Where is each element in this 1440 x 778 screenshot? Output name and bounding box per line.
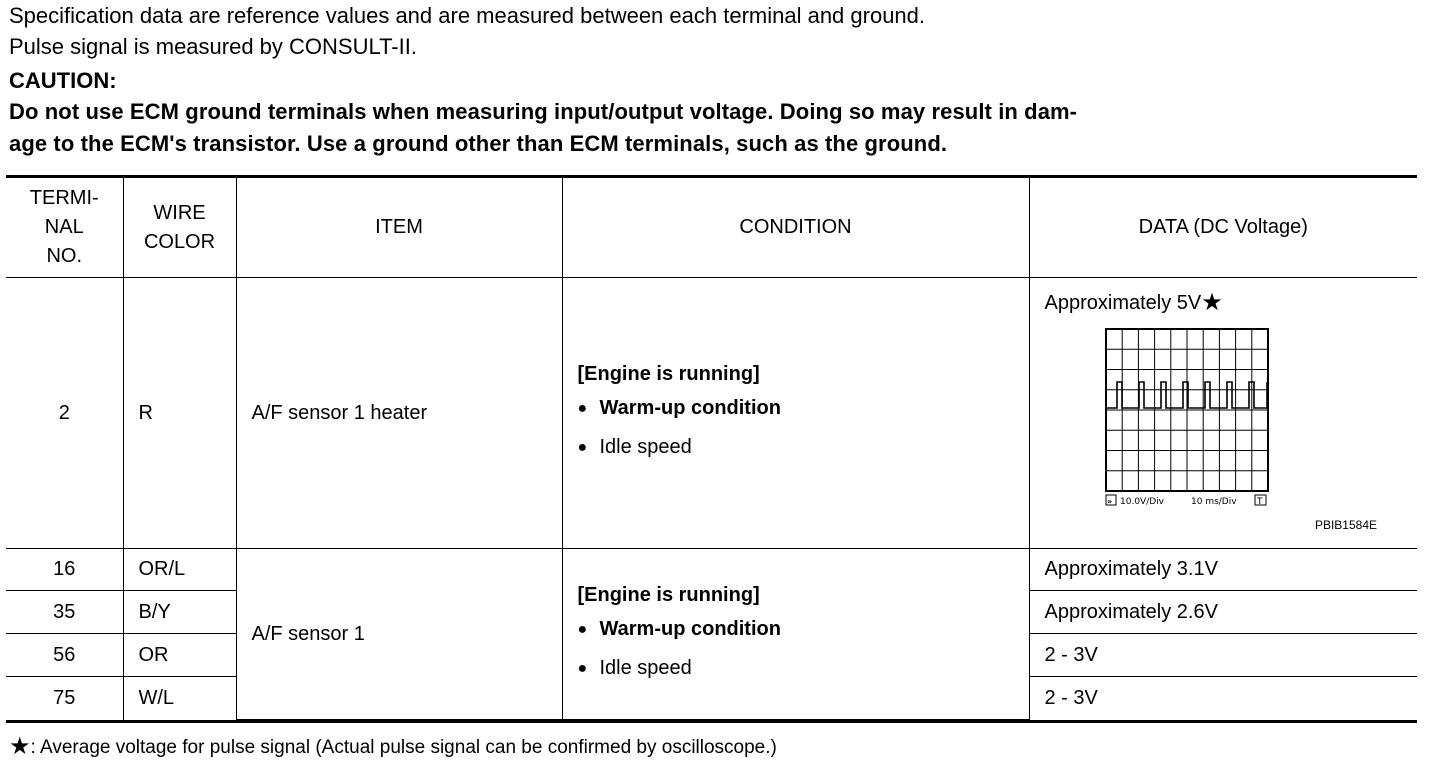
terminal-cell: 35	[6, 591, 123, 634]
pulse-note: Pulse signal is measured by CONSULT-II.	[9, 34, 417, 59]
scope-volt-div: 10.0V/Div	[1119, 497, 1164, 507]
wire-cell: B/Y	[123, 591, 236, 634]
figure-code: PBIB1584E	[1314, 518, 1377, 532]
caution-line-1: Do not use ECM ground terminals when measuring input/output voltage. Doing so may result in dam-	[9, 99, 1078, 124]
header-item: ITEM	[236, 178, 562, 278]
data-value: Approximately 5V★	[1044, 289, 1223, 316]
condition-cell	[562, 549, 1029, 720]
spec-note: Specification data are reference values and are measured between each terminal and ground.	[9, 3, 926, 28]
star-icon: ★	[9, 733, 31, 760]
footnote	[9, 733, 777, 762]
wire-cell: W/L	[123, 677, 236, 720]
header-data: DATA (DC Voltage)	[1029, 178, 1417, 278]
wire-cell: OR/L	[123, 549, 236, 591]
terminal-table	[6, 175, 1417, 723]
condition-cell	[562, 278, 1029, 549]
wire-cell: R	[123, 278, 236, 549]
header-condition: CONDITION	[562, 178, 1029, 278]
oscilloscope-waveform	[1105, 328, 1273, 512]
condition-title: [Engine is running]	[577, 362, 760, 385]
table-row	[6, 278, 1417, 549]
header-wire-color: WIRE COLOR	[123, 178, 236, 278]
data-cell: Approximately 3.1V	[1029, 549, 1417, 591]
scope-time-div: 10 ms/Div	[1190, 497, 1237, 507]
caution-title: CAUTION:	[9, 68, 117, 93]
item-cell: A/F sensor 1 heater	[236, 278, 562, 549]
condition-bullet: ● Idle speed	[578, 649, 1029, 688]
star-icon: ★	[1201, 289, 1223, 316]
wire-cell: OR	[123, 634, 236, 677]
item-cell: A/F sensor 1	[236, 549, 562, 720]
condition-title: [Engine is running]	[577, 583, 760, 606]
svg-text:»: »	[1106, 497, 1112, 506]
table-header-row	[6, 178, 1417, 278]
scope-trigger: T	[1256, 497, 1262, 507]
data-cell: 2 - 3V	[1029, 677, 1417, 720]
table-row	[6, 549, 1417, 591]
data-cell: Approximately 2.6V	[1029, 591, 1417, 634]
condition-bullet: ● Warm-up condition	[578, 389, 1029, 428]
condition-bullet: ● Idle speed	[578, 428, 1029, 467]
footnote-text: : Average voltage for pulse signal (Actual pulse signal can be confirmed by oscilloscope.)	[30, 737, 777, 758]
terminal-cell: 75	[6, 677, 123, 720]
condition-bullet: ● Warm-up condition	[578, 610, 1029, 649]
terminal-cell: 16	[6, 549, 123, 591]
data-cell: 2 - 3V	[1029, 634, 1417, 677]
intro-block	[9, 0, 1429, 160]
terminal-cell: 2	[6, 278, 123, 549]
header-terminal: TERMI- NAL NO.	[6, 178, 123, 278]
data-cell	[1029, 278, 1417, 549]
terminal-cell: 56	[6, 634, 123, 677]
caution-line-2: age to the ECM's transistor. Use a ground other than ECM terminals, such as the ground.	[9, 131, 948, 156]
